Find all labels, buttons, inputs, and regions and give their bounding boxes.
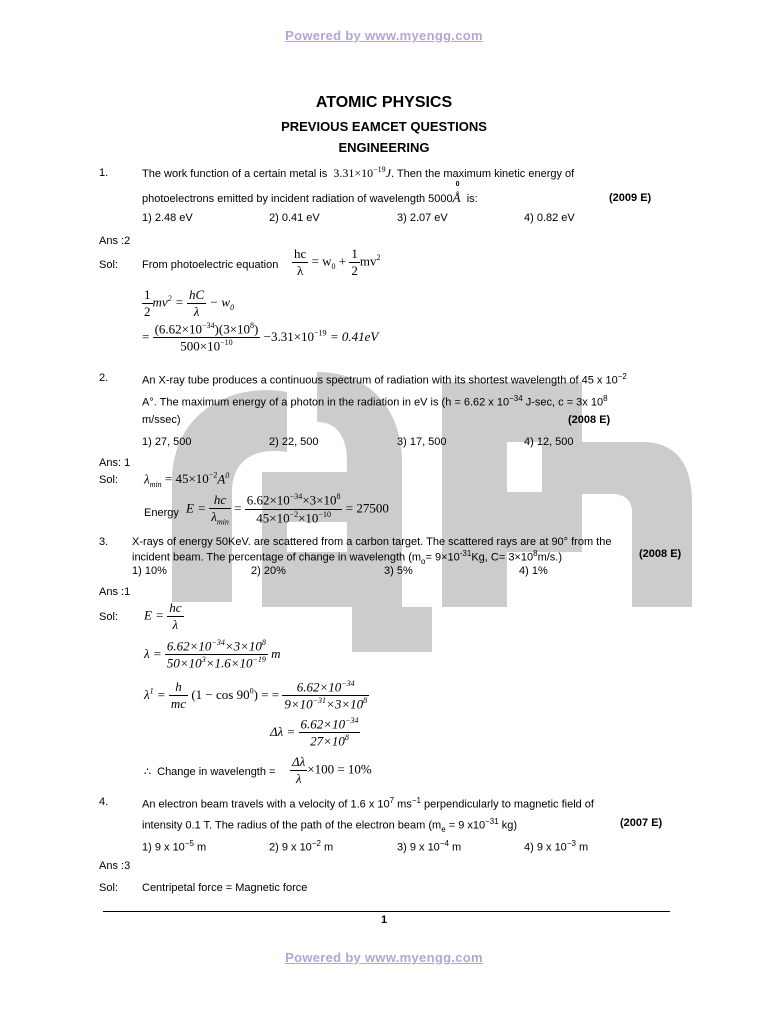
option: 1) 2.48 eV (142, 212, 193, 224)
equation: $\lambda^1$ = $\frac{h}{mc}$ $(1 - \cos 90^0)$ = = $\frac{6.62\times 10^{-34}}{9\times 10^{-31}\times 3\times 10^8}$ (144, 679, 368, 712)
equation: $\lambda_{min} = 45\times 10^{-2}A^0$ (144, 471, 230, 489)
answer-label: Ans :3 (99, 860, 131, 872)
option: 4) 12, 500 (524, 436, 574, 448)
exam-year-badge: (2008 E) (568, 414, 611, 426)
equation: E = $\frac{hc}{\lambda_{min}}$ = $\frac{6.62\times 10^{-34}\times 3\times 10^8}{45\times 10^{-2}\times 10^{-10}}$ = 27500 (186, 492, 389, 527)
solution-text: From photoelectric equation (142, 259, 279, 271)
equation: E = $\frac{hc}{\lambda}$ (144, 600, 182, 632)
option: 2) 0.41 eV (269, 212, 320, 224)
exam-year-badge: (2008 E) (639, 548, 682, 560)
solution-label: Sol: (99, 882, 118, 894)
equation: $\frac{\Delta\lambda}{\lambda}$ ×100 = 10% (292, 754, 372, 786)
document-title: ATOMIC PHYSICS (315, 94, 453, 111)
answer-label: Ans: 1 (99, 457, 131, 469)
question-text: intensity 0.1 T. The radius of the path of the electron beam ($m_e = 9$ $x10^{-31}$ kg) (142, 817, 518, 834)
document-subtitle: PREVIOUS EAMCET QUESTIONS (281, 119, 487, 134)
option: 4) 1% (519, 565, 548, 577)
option: 4) 0.82 eV (524, 212, 575, 224)
solution-text: ∴ Change in wavelength = (144, 766, 276, 778)
equation: Δλ = $\frac{6.62\times 10^{-34}}{27\times 10^8}$ (270, 716, 359, 749)
answer-label: Ans :1 (99, 586, 131, 598)
question-text: X-rays of energy 50KeV. are scattered from a carbon target. The scattered rays are at 90° from the (132, 536, 612, 548)
question-text: m/ssec) (142, 414, 181, 426)
document-section: ENGINEERING (338, 140, 430, 155)
option: 3) 2.07 eV (397, 212, 448, 224)
question-number: 3. (99, 536, 109, 548)
option: 1) 9 x $10^{-5}$ m (142, 839, 207, 854)
equation: $\frac{hc}{\lambda}$ = $w_0$ + $\frac{1}{2}$ $mv^2$ (294, 246, 381, 278)
solution-label: Sol: (99, 259, 118, 271)
option: 1) 27, 500 (142, 436, 192, 448)
option: 4) 9 x $10^{-3}$ m (524, 839, 589, 854)
solution-label: Sol: (99, 611, 118, 623)
question-text: photoelectrons emitted by incident radiation of wavelength 5000 0 Å is: (142, 181, 478, 205)
equation: λ = $\frac{6.62\times 10^{-34}\times 3\times 10^8}{50\times 10^3\times 1.6\times 10^{-19}}$ m (144, 638, 281, 671)
page-number: 1 (380, 914, 388, 926)
solution-text: Energy (144, 507, 179, 519)
option: 3) 9 x $10^{-4}$ m (397, 839, 462, 854)
solution-text: Centripetal force = Magnetic force (142, 882, 308, 894)
question-number: 2. (99, 372, 109, 384)
option: 3) 5% (384, 565, 413, 577)
question-text: A°. The maximum energy of a photon in the radiation in eV is (h = 6.62 x $10^{-34}$ J-sec, c = 3x $10^8$ (142, 394, 608, 409)
question-text: The work function of a certain metal is $3.31\times 10^{-19}J$. Then the maximum kinetic energy of (142, 165, 575, 180)
powered-by-footer-link[interactable]: Powered by www.myengg.com (285, 950, 483, 965)
question-number: 4. (99, 796, 109, 808)
question-text: incident beam. The percentage of change in wavelength ($m_o= 9\times 10^{-31}Kg$, $C= 3\times 10^8m/s$.) (132, 549, 563, 566)
solution-label: Sol: (99, 474, 118, 486)
option: 2) 9 x $10^{-2}$ m (269, 839, 334, 854)
option: 1) 10% (132, 565, 167, 577)
equation: = $\frac{(6.62\times 10^{-34})(3\times 10^8)}{500\times 10^{-10}}$ $-3.31\times 10^{-19} = 0.41eV$ (142, 321, 379, 354)
exam-year-badge: (2007 E) (620, 817, 663, 829)
question-number: 1. (99, 167, 109, 179)
question-text: An electron beam travels with a velocity of 1.6 x $10^7$ $ms^{-1}$ perpendicularly to magnetic field of (142, 796, 594, 811)
option: 2) 22, 500 (269, 436, 319, 448)
footer-divider (103, 911, 670, 912)
equation: $\frac{1}{2}$ $mv^2$ = $\frac{hC}{\lambda}$ − $w_0$ (144, 287, 235, 319)
answer-label: Ans :2 (99, 235, 131, 247)
question-text: An X-ray tube produces a continuous spectrum of radiation with its shortest wavelength of 45 x $10^{-2}$ (142, 372, 627, 387)
option: 2) 20% (251, 565, 286, 577)
powered-by-header-link[interactable]: Powered by www.myengg.com (285, 28, 483, 43)
option: 3) 17, 500 (397, 436, 447, 448)
exam-year-badge: (2009 E) (609, 192, 652, 204)
